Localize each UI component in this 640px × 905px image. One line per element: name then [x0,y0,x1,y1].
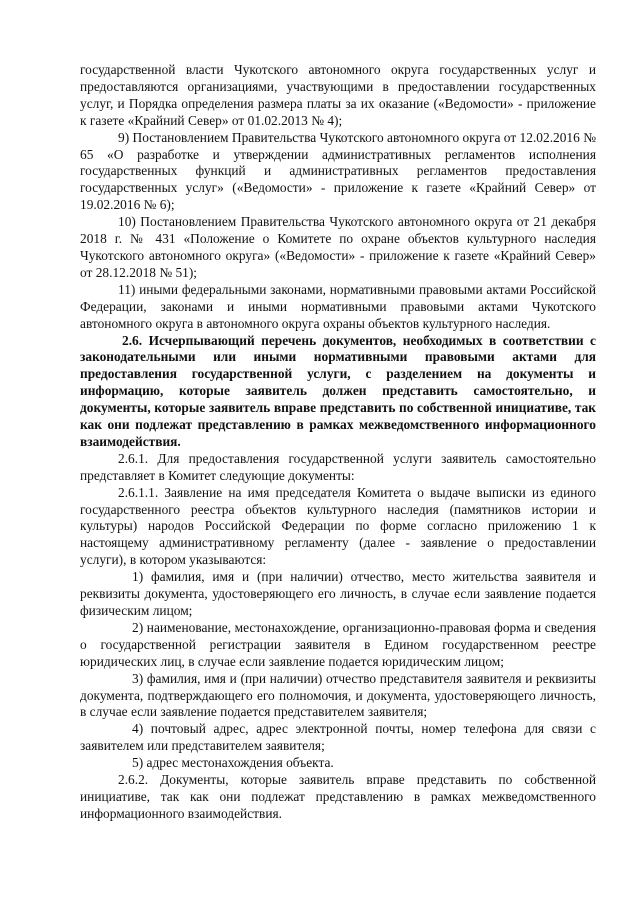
paragraph-2-6-2: 2.6.2. Документы, которые заявитель вправе представить по собственной инициативе, так как они подлежат представлению в рамках межведомственного информационного взаимодействия. [80,772,596,821]
paragraph-2-6-1-1: 2.6.1.1. Заявление на имя председателя Комитета о выдаче выписки из единого государственного реестра объектов культурного наследия (памятников истории и культуры) народов Российской Федерации по форме согласно приложению 1 к настоящему административному регламенту (далее - заявление о предоставлении услуги), в котором указываются: [80,484,596,568]
list-item-2: 2) наименование, местонахождение, организационно-правовая форма и сведения о государственной регистрации заявителя в Едином государственном реестре юридических лиц, в случае если заявление подается юридическим лицом; [80,619,596,669]
section-heading-2-6: 2.6. Исчерпывающий перечень документов, необходимых в соответствии с законодательными или иными нормативными правовыми актами для предоставления государственной услуги, с разделением на документы и информацию, которые заявитель должен представить самостоятельно, и документы, которые заявитель вправе представить по собственной инициативе, так как они подлежат представлению в рамках межведомственного информационного взаимодействия. [80,332,596,449]
list-item-1: 1) фамилия, имя и (при наличии) отчество, место жительства заявителя и реквизиты документа, удостоверяющего его личность, в случае если заявление подается физическим лицом; [80,569,596,618]
paragraph-item-11: 11) иными федеральными законами, нормативными правовыми актами Российской Федерации, законами и иными нормативными правовыми актами Чукотского автономного округа в автономного округа охраны объектов культурного наследия. [80,281,596,331]
list-item-4: 4) почтовый адрес, адрес электронной почты, номер телефона для связи с заявителем или представителем заявителя; [80,721,596,754]
list-item-3: 3) фамилия, имя и (при наличии) отчество представителя заявителя и реквизиты документа, подтверждающего его полномочия, и документа, удостоверяющего личность, в случае если заявление подается представителем заявителя; [80,670,596,720]
paragraph-item-10: 10) Постановлением Правительства Чукотского автономного округа от 21 декабря 2018 г. № 431 «Положение о Комитете по охране объектов культурного наследия Чукотского автономного округа» («Ведомости» - приложение к газете «Крайний Север» от 28.12.2018 № 51); [80,214,596,280]
list-item-5: 5) адрес местонахождения объекта. [132,755,334,771]
paragraph-item-9: 9) Постановлением Правительства Чукотского автономного округа от 12.02.2016 № 65 «О разработке и утверждении административных регламентов исполнения государственных функций и административных регламентов предоставления государственных услуг» («Ведомости» - приложение к газете «Крайний Север» от 19.02.2016 № 6); [80,129,596,213]
paragraph-continuation: государственной власти Чукотского автономного округа государственных услуг и предоставляются организациями, участвующими в предоставлении государственных услуг, и Порядка определения размера платы за их оказание («Ведомости» - приложение к газете «Крайний Север» от 01.02.2013 № 4); [80,62,596,128]
paragraph-2-6-1: 2.6.1. Для предоставления государственной услуги заявитель самостоятельно представляет в Комитет следующие документы: [80,450,596,483]
document-page [80,62,596,823]
